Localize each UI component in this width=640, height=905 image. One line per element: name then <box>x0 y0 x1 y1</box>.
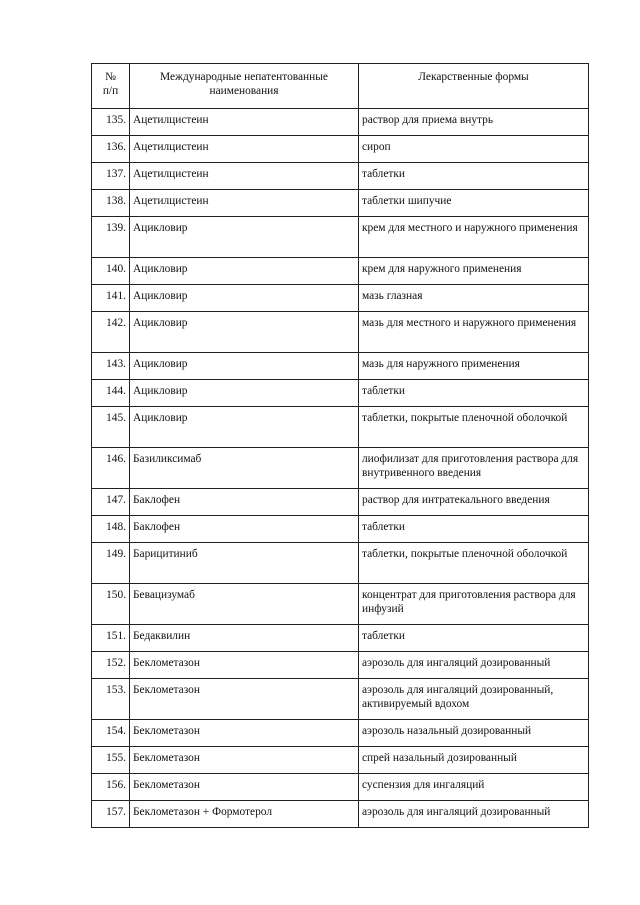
header-number <box>92 64 130 109</box>
inn-name-cell: Ацетилцистеин <box>130 190 359 217</box>
header-number-line1: № <box>105 71 116 83</box>
dosage-form-cell: аэрозоль для ингаляций дозированный <box>359 801 589 828</box>
table-row <box>92 652 589 679</box>
inn-name-cell: Беклометазон + Формотерол <box>130 801 359 828</box>
header-inn-line2: наименования <box>209 85 279 97</box>
table-row <box>92 258 589 285</box>
table-row <box>92 543 589 584</box>
inn-name-cell: Беклометазон <box>130 747 359 774</box>
row-number-cell: 153. <box>92 679 130 720</box>
inn-name-cell: Бевацизумаб <box>130 584 359 625</box>
dosage-form-cell: таблетки, покрытые пленочной оболочкой <box>359 407 589 448</box>
row-number-cell: 154. <box>92 720 130 747</box>
dosage-form-cell: крем для местного и наружного применения <box>359 217 589 258</box>
table-row <box>92 380 589 407</box>
table-row <box>92 801 589 828</box>
table-row <box>92 679 589 720</box>
table-row <box>92 353 589 380</box>
dosage-form-cell: лиофилизат для приготовления раствора для внутривенного введения <box>359 448 589 489</box>
row-number-cell: 139. <box>92 217 130 258</box>
dosage-form-cell: таблетки <box>359 380 589 407</box>
row-number-cell: 147. <box>92 489 130 516</box>
inn-name-cell: Ацикловир <box>130 407 359 448</box>
row-number-cell: 148. <box>92 516 130 543</box>
row-number-cell: 135. <box>92 109 130 136</box>
row-number-cell: 152. <box>92 652 130 679</box>
row-number-cell: 157. <box>92 801 130 828</box>
dosage-form-cell: спрей назальный дозированный <box>359 747 589 774</box>
row-number-cell: 145. <box>92 407 130 448</box>
inn-name-cell: Ацетилцистеин <box>130 136 359 163</box>
table-row <box>92 720 589 747</box>
inn-name-cell: Ацикловир <box>130 380 359 407</box>
inn-name-cell: Ацикловир <box>130 217 359 258</box>
inn-name-cell: Беклометазон <box>130 679 359 720</box>
table-row <box>92 516 589 543</box>
row-number-cell: 138. <box>92 190 130 217</box>
inn-name-cell: Ацетилцистеин <box>130 163 359 190</box>
inn-name-cell: Ацикловир <box>130 353 359 380</box>
table-header-row <box>92 64 589 109</box>
inn-name-cell: Барицитиниб <box>130 543 359 584</box>
row-number-cell: 151. <box>92 625 130 652</box>
inn-name-cell: Бедаквилин <box>130 625 359 652</box>
row-number-cell: 141. <box>92 285 130 312</box>
header-dosage-form: Лекарственные формы <box>359 64 589 109</box>
dosage-form-cell: таблетки, покрытые пленочной оболочкой <box>359 543 589 584</box>
table-row <box>92 747 589 774</box>
dosage-form-cell: аэрозоль назальный дозированный <box>359 720 589 747</box>
table-row <box>92 584 589 625</box>
inn-name-cell: Беклометазон <box>130 720 359 747</box>
table-row <box>92 163 589 190</box>
dosage-form-cell: таблетки шипучие <box>359 190 589 217</box>
table-row <box>92 190 589 217</box>
inn-name-cell: Базиликсимаб <box>130 448 359 489</box>
inn-name-cell: Ацикловир <box>130 285 359 312</box>
row-number-cell: 146. <box>92 448 130 489</box>
table-row <box>92 774 589 801</box>
table-row <box>92 109 589 136</box>
row-number-cell: 156. <box>92 774 130 801</box>
dosage-form-cell: раствор для приема внутрь <box>359 109 589 136</box>
dosage-form-cell: концентрат для приготовления раствора для инфузий <box>359 584 589 625</box>
dosage-form-cell: аэрозоль для ингаляций дозированный, активируемый вдохом <box>359 679 589 720</box>
inn-name-cell: Баклофен <box>130 516 359 543</box>
row-number-cell: 150. <box>92 584 130 625</box>
row-number-cell: 142. <box>92 312 130 353</box>
table-row <box>92 448 589 489</box>
table-row <box>92 285 589 312</box>
row-number-cell: 137. <box>92 163 130 190</box>
dosage-form-cell: таблетки <box>359 516 589 543</box>
row-number-cell: 140. <box>92 258 130 285</box>
dosage-form-cell: мазь глазная <box>359 285 589 312</box>
table-row <box>92 407 589 448</box>
dosage-form-cell: раствор для интратекального введения <box>359 489 589 516</box>
header-inn-line1: Международные непатентованные <box>160 71 328 83</box>
dosage-form-cell: сироп <box>359 136 589 163</box>
inn-name-cell: Баклофен <box>130 489 359 516</box>
row-number-cell: 149. <box>92 543 130 584</box>
header-number-line2: п/п <box>102 85 119 97</box>
table-row <box>92 217 589 258</box>
dosage-form-cell: мазь для наружного применения <box>359 353 589 380</box>
table-row <box>92 312 589 353</box>
dosage-form-cell: мазь для местного и наружного применения <box>359 312 589 353</box>
dosage-form-cell: суспензия для ингаляций <box>359 774 589 801</box>
table-row <box>92 136 589 163</box>
row-number-cell: 143. <box>92 353 130 380</box>
dosage-form-cell: таблетки <box>359 163 589 190</box>
dosage-form-cell: крем для наружного применения <box>359 258 589 285</box>
inn-name-cell: Беклометазон <box>130 652 359 679</box>
table-row <box>92 489 589 516</box>
drug-forms-table <box>91 63 589 828</box>
row-number-cell: 144. <box>92 380 130 407</box>
table-row <box>92 625 589 652</box>
inn-name-cell: Беклометазон <box>130 774 359 801</box>
row-number-cell: 136. <box>92 136 130 163</box>
inn-name-cell: Ацетилцистеин <box>130 109 359 136</box>
header-inn-name <box>130 64 359 109</box>
inn-name-cell: Ацикловир <box>130 258 359 285</box>
dosage-form-cell: таблетки <box>359 625 589 652</box>
row-number-cell: 155. <box>92 747 130 774</box>
dosage-form-cell: аэрозоль для ингаляций дозированный <box>359 652 589 679</box>
inn-name-cell: Ацикловир <box>130 312 359 353</box>
